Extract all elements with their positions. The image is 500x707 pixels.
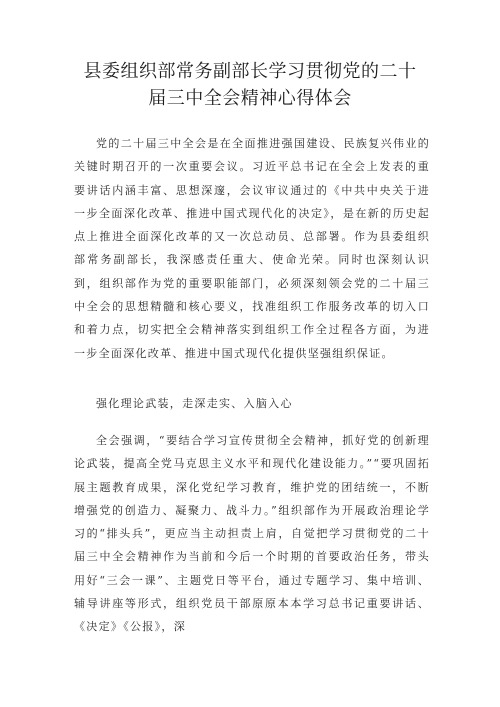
document-title-line-2: 届三中全会精神心得体会	[148, 88, 352, 109]
body-paragraph-2: 全会强调，“要结合学习宣传贯彻全会精神，抓好党的创新理论武装，提高全党马克思主义水平和现代化建设能力。”“要巩固拓展主题教育成果，深化党纪学习教育，维护党的团结统一，不断增强党的创造力、凝聚力、战斗力。”组织部作为开展政治理论学习的“排头兵”，更应当主动担责上肩，自觉把学习贯彻党的二十届三中全会精神作为当前和今后一个时期的首要政治任务，带头用好“三会一课”、主题党日等平台，通过专题学习、集中培训、辅导讲座等形式，组织党员干部原原本本学习总书记重要讲话、《决定》《公报》，深	[74, 434, 430, 634]
section-heading: 强化理论武装，走深走实、入脑入心	[96, 397, 293, 410]
body-paragraph-1: 党的二十届三中全会是在全面推进强国建设、民族复兴伟业的关键时期召开的一次重要会议。习近平总书记在全会上发表的重要讲话内涵丰富、思想深邃，会议审议通过的《中共中央关于进一步全面深化改革、推进中国式现代化的决定》，是在新的历史起点上推进全面深化改革的又一次总动员、总部署。作为县委组织部常务副部长，我深感责任重大、使命光荣。同时也深刻认识到，组织部作为党的重要职能部门，必须深刻领会党的二十届三中全会的思想精髓和核心要义，找准组织工作服务改革的切入口和着力点，切实把全会精神落实到组织工作全过程各方面，为进一步全面深化改革、推进中国式现代化提供坚强组织保证。	[74, 137, 430, 360]
document-title-line-1: 县委组织部常务副部长学习贯彻党的二十	[83, 61, 417, 82]
